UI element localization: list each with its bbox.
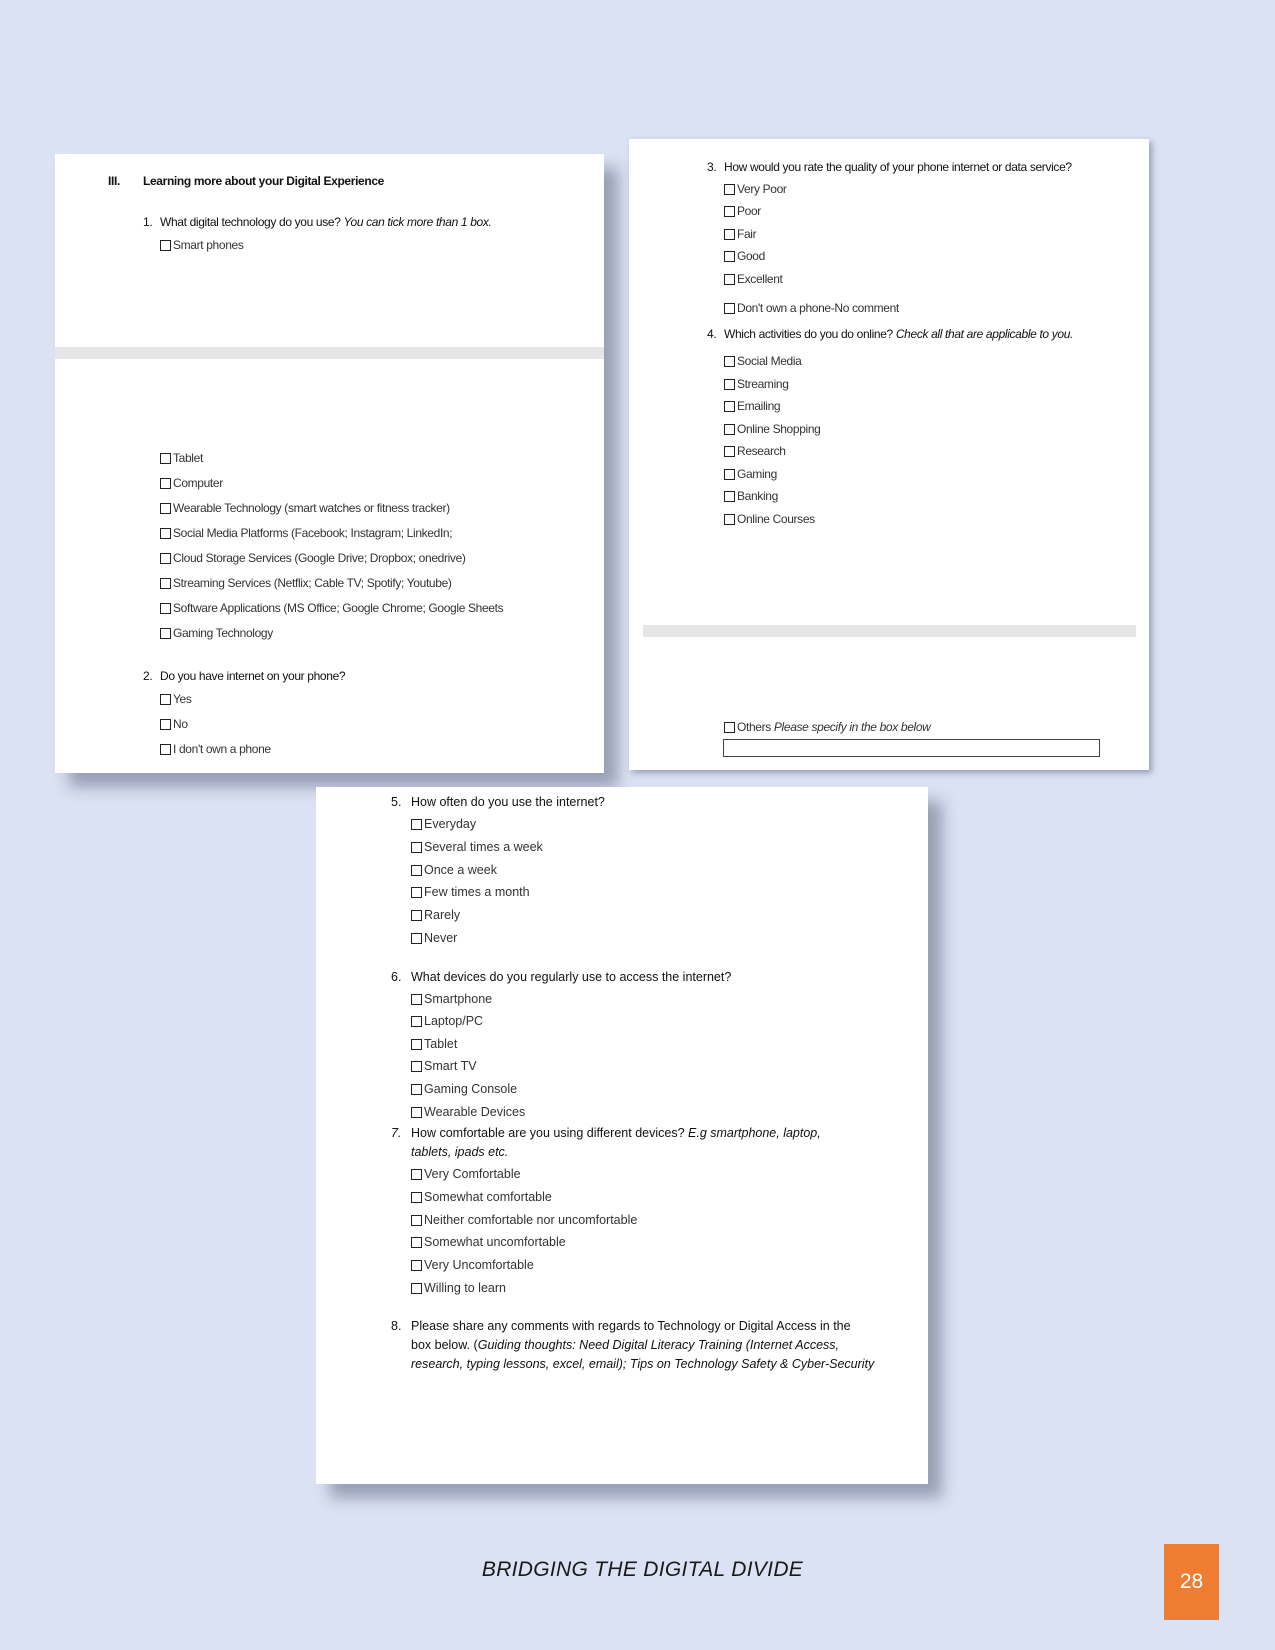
q1-option-smart-phones[interactable]: Smart phones (160, 238, 244, 252)
q4-option-online-shopping[interactable]: Online Shopping (724, 422, 821, 436)
q4-option-streaming[interactable]: Streaming (724, 377, 789, 391)
checkbox[interactable] (411, 1260, 422, 1271)
checkbox[interactable] (724, 469, 735, 480)
checkbox[interactable] (724, 401, 735, 412)
checkbox[interactable] (411, 887, 422, 898)
checkbox[interactable] (411, 865, 422, 876)
checkbox[interactable] (411, 1061, 422, 1072)
checkbox[interactable] (411, 1107, 422, 1118)
checkbox[interactable] (724, 356, 735, 367)
q2-option-no[interactable]: No (160, 717, 188, 731)
question-2-text: Do you have internet on your phone? (160, 669, 346, 683)
checkbox[interactable] (411, 1215, 422, 1226)
q6-option-laptop[interactable]: Laptop/PC (411, 1014, 483, 1028)
question-7-note: E.g smartphone, laptop, (688, 1126, 821, 1140)
checkbox[interactable] (160, 453, 171, 464)
q3-option-excellent[interactable]: Excellent (724, 272, 783, 286)
q6-option-smartphone[interactable]: Smartphone (411, 992, 492, 1006)
question-3-number: 3. (707, 160, 717, 174)
question-4-text: Which activities do you do online? (724, 327, 893, 341)
q1-option-streaming[interactable]: Streaming Services (Netflix; Cable TV; Spotify; Youtube) (160, 576, 452, 590)
checkbox[interactable] (411, 994, 422, 1005)
q6-option-gaming-console[interactable]: Gaming Console (411, 1082, 517, 1096)
checkbox[interactable] (160, 478, 171, 489)
others-note: Please specify in the box below (773, 720, 931, 734)
q4-option-others[interactable]: Others Please specify in the box below (724, 720, 931, 734)
question-2-number: 2. (143, 669, 153, 683)
checkbox[interactable] (411, 819, 422, 830)
question-2 (143, 669, 345, 683)
question-6-text: What devices do you regularly use to access the internet? (411, 970, 732, 984)
q3-option-fair[interactable]: Fair (724, 227, 756, 241)
question-1-text: What digital technology do you use? (160, 215, 341, 229)
question-3-text: How would you rate the quality of your phone internet or data service? (724, 160, 1072, 174)
checkbox[interactable] (724, 229, 735, 240)
q6-option-wearable[interactable]: Wearable Devices (411, 1105, 525, 1119)
q1-option-cloud-storage[interactable]: Cloud Storage Services (Google Drive; Dropbox; onedrive) (160, 551, 466, 565)
checkbox[interactable] (411, 1084, 422, 1095)
page-break-divider (643, 625, 1136, 637)
q1-option-tablet[interactable]: Tablet (160, 451, 203, 465)
checkbox[interactable] (411, 1283, 422, 1294)
checkbox[interactable] (160, 603, 171, 614)
q1-option-gaming[interactable]: Gaming Technology (160, 626, 273, 640)
page-break-divider (55, 347, 604, 359)
survey-page-section-3 (55, 154, 604, 773)
q4-option-social-media[interactable]: Social Media (724, 354, 802, 368)
checkbox[interactable] (724, 379, 735, 390)
q5-option-rarely[interactable]: Rarely (411, 908, 460, 922)
checkbox[interactable] (724, 514, 735, 525)
question-6 (391, 970, 731, 984)
question-5-number: 5. (391, 795, 402, 809)
q2-option-yes[interactable]: Yes (160, 692, 192, 706)
question-1-note: You can tick more than 1 box. (343, 215, 492, 229)
q5-option-everyday[interactable]: Everyday (411, 817, 476, 831)
q1-option-software[interactable]: Software Applications (MS Office; Google Chrome; Google Sheets (160, 601, 503, 615)
q7-option-neither[interactable]: Neither comfortable nor uncomfortable (411, 1213, 637, 1227)
q4-option-gaming[interactable]: Gaming (724, 467, 777, 481)
question-4 (707, 327, 1073, 341)
q5-option-several-times-week[interactable]: Several times a week (411, 840, 543, 854)
checkbox[interactable] (724, 251, 735, 262)
checkbox[interactable] (160, 240, 171, 251)
others-specify-input[interactable] (723, 739, 1100, 757)
checkbox[interactable] (724, 184, 735, 195)
checkbox[interactable] (160, 628, 171, 639)
question-4-note: Check all that are applicable to you. (895, 327, 1074, 341)
q1-option-social-media[interactable]: Social Media Platforms (Facebook; Instagram; LinkedIn; (160, 526, 452, 540)
q5-option-never[interactable]: Never (411, 931, 457, 945)
checkbox[interactable] (411, 842, 422, 853)
question-8 (391, 1319, 851, 1333)
checkbox[interactable] (411, 910, 422, 921)
checkbox[interactable] (411, 1237, 422, 1248)
checkbox[interactable] (724, 424, 735, 435)
question-8-line-1: Please share any comments with regards to Technology or Digital Access in the (411, 1319, 851, 1333)
q4-option-research[interactable]: Research (724, 444, 786, 458)
q5-option-once-week[interactable]: Once a week (411, 863, 497, 877)
checkbox[interactable] (411, 1016, 422, 1027)
checkbox[interactable] (411, 1039, 422, 1050)
question-3 (707, 160, 1072, 174)
q5-option-few-times-month[interactable]: Few times a month (411, 885, 530, 899)
checkbox[interactable] (411, 933, 422, 944)
question-1-number: 1. (143, 215, 153, 229)
q4-option-banking[interactable]: Banking (724, 489, 778, 503)
section-title: Learning more about your Digital Experience (143, 174, 385, 188)
question-1 (143, 215, 491, 229)
checkbox[interactable] (724, 722, 735, 733)
q3-option-poor[interactable]: Poor (724, 204, 761, 218)
q7-option-willing-to-learn[interactable]: Willing to learn (411, 1281, 506, 1295)
q7-option-very-comfortable[interactable]: Very Comfortable (411, 1167, 521, 1181)
question-8-line-3: research, typing lessons, excel, email); Tips on Technology Safety & Cyber-Security (411, 1357, 875, 1371)
checkbox[interactable] (160, 528, 171, 539)
q3-option-no-comment[interactable]: Don't own a phone-No comment (724, 301, 899, 315)
q2-option-no-phone[interactable]: I don't own a phone (160, 742, 271, 756)
q3-option-very-poor[interactable]: Very Poor (724, 182, 787, 196)
survey-page-internet-quality (629, 139, 1149, 770)
question-7-note-continued: tablets, ipads etc. (411, 1145, 509, 1159)
q4-option-online-courses[interactable]: Online Courses (724, 512, 815, 526)
question-5 (391, 795, 605, 809)
checkbox[interactable] (160, 719, 171, 730)
checkbox[interactable] (160, 553, 171, 564)
question-4-number: 4. (707, 327, 717, 341)
q7-option-very-uncomfortable[interactable]: Very Uncomfortable (411, 1258, 534, 1272)
q1-option-wearable[interactable]: Wearable Technology (smart watches or fitness tracker) (160, 501, 450, 515)
survey-page-internet-usage (316, 787, 928, 1484)
question-8-line-2: box below. (Guiding thoughts: Need Digital Literacy Training (Internet Access, (411, 1338, 840, 1352)
footer-title: BRIDGING THE DIGITAL DIVIDE (481, 1558, 804, 1581)
q6-option-tablet[interactable]: Tablet (411, 1037, 457, 1051)
section-numeral: III. (108, 174, 120, 188)
checkbox[interactable] (411, 1169, 422, 1180)
question-6-number: 6. (391, 970, 402, 984)
q3-option-good[interactable]: Good (724, 249, 765, 263)
checkbox[interactable] (724, 491, 735, 502)
checkbox[interactable] (160, 694, 171, 705)
checkbox[interactable] (160, 744, 171, 755)
checkbox[interactable] (724, 206, 735, 217)
question-8-number: 8. (391, 1319, 402, 1333)
page-number-badge: 28 (1164, 1544, 1219, 1620)
question-7 (391, 1126, 821, 1140)
question-7-text: How comfortable are you using different devices? (411, 1126, 685, 1140)
checkbox[interactable] (160, 578, 171, 589)
checkbox[interactable] (724, 446, 735, 457)
checkbox[interactable] (724, 303, 735, 314)
q7-option-somewhat-uncomfortable[interactable]: Somewhat uncomfortable (411, 1235, 566, 1249)
question-5-text: How often do you use the internet? (411, 795, 605, 809)
q4-option-emailing[interactable]: Emailing (724, 399, 780, 413)
q7-option-somewhat-comfortable[interactable]: Somewhat comfortable (411, 1190, 552, 1204)
checkbox[interactable] (724, 274, 735, 285)
q1-option-computer[interactable]: Computer (160, 476, 223, 490)
q6-option-smart-tv[interactable]: Smart TV (411, 1059, 477, 1073)
checkbox[interactable] (160, 503, 171, 514)
question-7-number: 7. (391, 1126, 402, 1140)
checkbox[interactable] (411, 1192, 422, 1203)
